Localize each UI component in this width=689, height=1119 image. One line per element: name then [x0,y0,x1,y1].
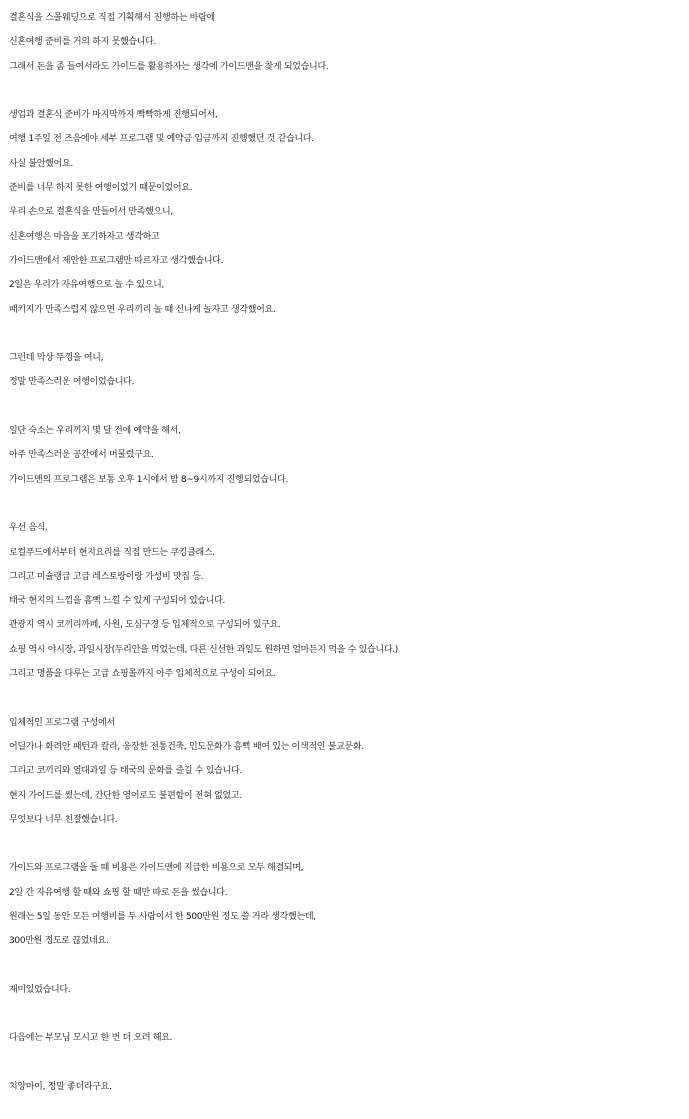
paragraph-spacer [9,832,685,856]
text-line: 관광지 역시 코끼리까페, 사원, 도심구경 등 입체적으로 구성되어 있구요. [9,620,281,631]
text-line: 그래서 돈을 좀 들여서라도 가이드를 활용하자는 생각에 가이드맨을 찾게 되었습니다. [9,61,329,72]
text-line: 정말 만족스러운 여행이었습니다. [9,377,135,388]
text-line: 재미있었습니다. [9,984,71,995]
text-line: 무엇보다 너무 친절했습니다. [9,814,118,825]
text-line: 현지 가이드를 썼는데, 간단한 영어로도 불편함이 전혀 없었고. [9,790,242,801]
text-line: 사실 불안했어요. [9,158,73,169]
text-line: 신혼여행은 마음을 포기하자고 생각하고 [9,231,160,242]
text-line: 치앙마이, 정말 좋더라구요. [9,1082,112,1093]
paragraph-spacer [9,954,685,978]
text-line: 입체적인 프로그램 구성에서 [9,717,115,728]
text-line: 일단 숙소는 우리끼지 몇 달 전에 예약을 해서, [9,426,181,437]
text-line: 그리고 미슐랭급 고급 레스토랑이랑 가성비 맛집 등. [9,571,204,582]
paragraph-spacer [9,492,685,516]
text-line: 2일은 우리가 자유여행으로 놀 수 있으니, [9,280,165,291]
text-line: 그리고 코끼리와 열대과일 등 태국의 문화를 즐길 수 있습니다. [9,766,242,777]
text-line: 원래는 5일 동안 모든 여행비를 두 사람이서 한 500만원 정도 쓸 거라 생각했는데, [9,911,316,922]
text-line: 가이드맨의 프로그램은 보통 오후 1시에서 밤 8~9시까지 진행되었습니다. [9,474,289,485]
text-line: 우리 손으로 결혼식을 만들어서 만족했으니, [9,207,173,218]
text-line: 그리고 명품을 다루는 고급 쇼핑몰까지 아주 입체적으로 구성이 되어요. [9,669,276,680]
text-line: 가이드와 프로그램을 돌 때 비용은 가이드맨에 지급한 비용으로 모두 해결되며, [9,863,304,874]
document-body [9,6,685,1099]
text-line: 여행 1주일 전 즈음에야 세부 프로그램 및 예약금 입금까지 진행했던 것 같습니다. [9,134,314,145]
text-line: 준비를 너무 하지 못한 여행이었기 때문이었어요. [9,183,193,194]
text-line: 그런데 막상 뚜껑을 여니, [9,353,104,364]
text-line: 태국 현지의 느낌을 흠뻑 느낄 수 있게 구성되어 있습니다. [9,596,226,607]
text-line: 우선 음식. [9,523,48,534]
text-line: 다음에는 부모님 모시고 한 번 더 오려 해요. [9,1033,173,1044]
text-line: 가이드맨에서 제안한 프로그램만 따르자고 생각했습니다. [9,255,224,266]
text-line: 패키지가 만족스럽지 않으면 우리끼리 놀 때 신나게 놀자고 생각했어요. [9,304,276,315]
text-line: 생업과 결혼식 준비가 마지막까지 빡빡하게 진행되어서, [9,110,218,121]
text-line: 결혼식을 스몰웨딩으로 직접 기획해서 진행하는 바람에 [9,13,215,23]
text-line: 2일 간 자유여행 할 때와 쇼핑 할 때만 따로 돈을 썼습니다. [9,887,228,898]
text-line: 어딜가나 화려안 패턴과 칼라, 웅장한 전통건축, 인도문화가 흠뻑 배여 있는 이색적인 불교문화. [9,741,364,752]
text-line: 쇼핑 역시 야시장, 과일시장(두리안을 먹었는데, 다른 신선한 과일도 원하면 얼마든지 먹을 수 있습니다.) [9,644,398,655]
paragraph-spacer [9,686,685,710]
text-line: 300만원 정도로 끊었네요. [9,936,109,947]
paragraph-spacer [9,1051,685,1075]
paragraph-spacer [9,322,685,346]
paragraph-spacer [9,1002,685,1026]
text-line: 신혼여행 준비를 거의 하지 못했습니다. [9,37,157,48]
text-line: 아주 만족스러운 공간에서 머물렀구요. [9,450,154,461]
paragraph-spacer [9,79,685,103]
text-line: 로컬푸드에서부터 현지요리를 직접 만드는 쿠킹클래스. [9,547,215,558]
paragraph-spacer [9,395,685,419]
